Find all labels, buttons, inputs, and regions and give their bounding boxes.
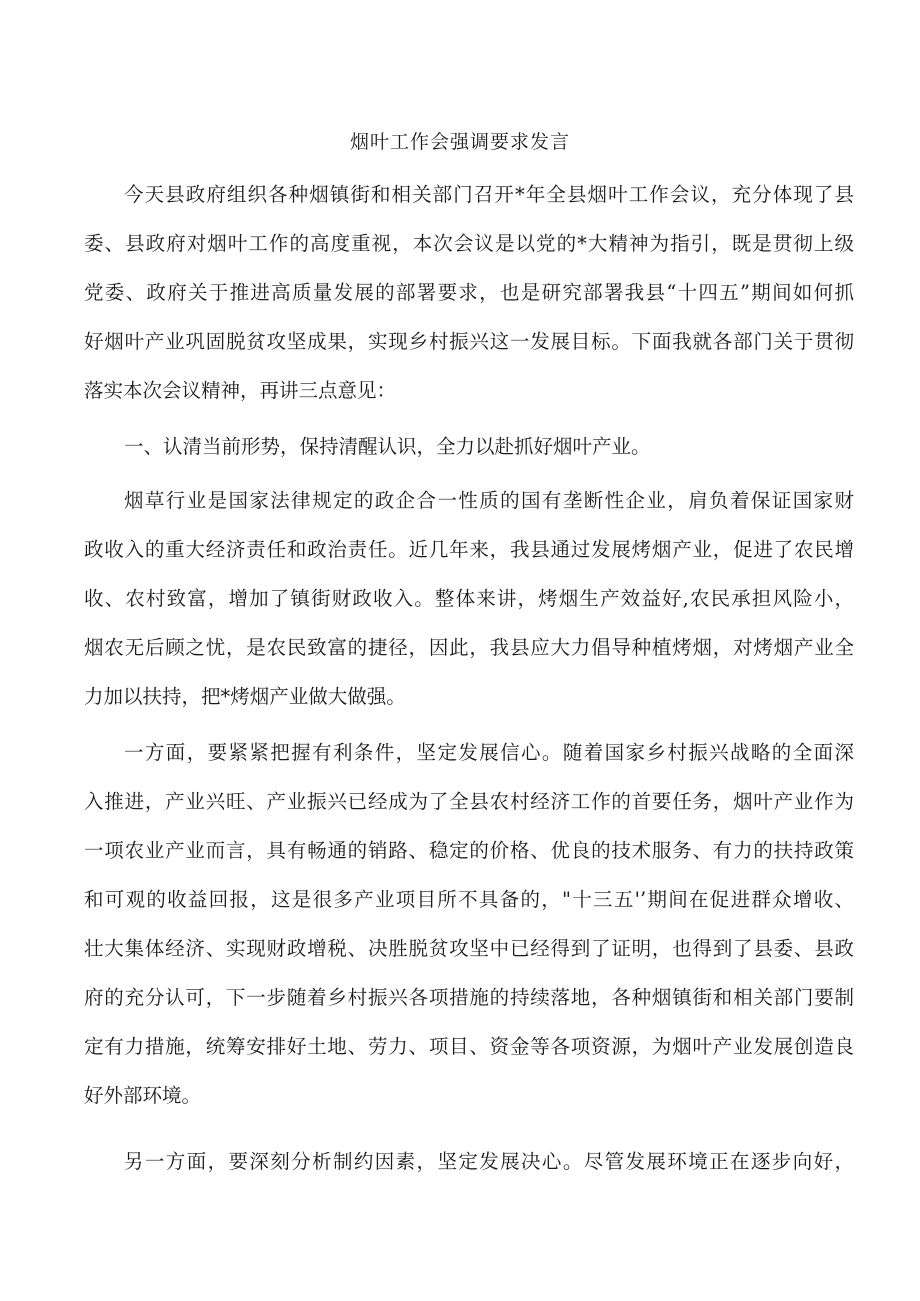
paragraph-4-line-3: 一项农业产业而言，具有畅通的销路、稳定的价格、优良的技术服务、有力的扶持政策 bbox=[84, 839, 854, 862]
paragraph-4-line-5: 壮大集体经济、实现财政增税、决胜脱贫攻坚中已经得到了证明，也得到了县委、县政 bbox=[84, 937, 854, 960]
paragraph-4-line-4: 和可观的收益回报，这是很多产业项目所不具备的，"十三五'’期间在促进群众增收、 bbox=[84, 888, 854, 911]
paragraph-4-line-7: 定有力措施，统筹安排好土地、劳力、项目、资金等各项资源，为烟叶产业发展创造良 bbox=[84, 1035, 854, 1058]
document-title: 烟叶工作会强调要求发言 bbox=[349, 131, 570, 153]
paragraph-1-line-1: 今天县政府组织各种烟镇街和相关部门召开*年全县烟叶工作会议，充分体现了县 bbox=[124, 183, 854, 206]
paragraph-4-line-1: 一方面，要紧紧把握有利条件，坚定发展信心。随着国家乡村振兴战略的全面深 bbox=[124, 741, 854, 764]
paragraph-1-line-5: 落实本次会议精神，再讲三点意见： bbox=[84, 379, 397, 402]
paragraph-4-line-2: 入推进，产业兴旺、产业振兴已经成为了全县农村经济工作的首要任务，烟叶产业作为 bbox=[84, 790, 854, 813]
paragraph-3-line-1: 烟草行业是国家法律规定的政企合一性质的国有垄断性企业，肩负着保证国家财 bbox=[124, 489, 854, 512]
section-heading-1: 一、认清当前形势，保持清醒认识，全力以赴抓好烟叶产业。 bbox=[124, 435, 651, 458]
paragraph-1-line-3: 党委、政府关于推进高质量发展的部署要求，也是研究部署我县“十四五”期间如何抓 bbox=[84, 281, 854, 304]
paragraph-1-line-2: 委、县政府对烟叶工作的高度重视，本次会议是以党的*大精神为指引，既是贯彻上级 bbox=[84, 232, 854, 255]
paragraph-1-line-4: 好烟叶产业巩固脱贫攻坚成果，实现乡村振兴这一发展目标。下面我就各部门关于贯彻 bbox=[84, 330, 854, 353]
paragraph-3-line-5: 力加以扶持，把*烤烟产业做大做强。 bbox=[84, 685, 406, 708]
paragraph-5-line-1: 另一方面，要深刻分析制约因素，坚定发展决心。尽管发展环境正在逐步向好， bbox=[124, 1150, 854, 1173]
paragraph-3-line-3: 收、农村致富，增加了镇街财政收入。整体来讲，烤烟生产效益好,农民承担风险小， bbox=[84, 587, 854, 610]
paragraph-4-line-8: 好外部环境。 bbox=[84, 1084, 202, 1107]
paragraph-3-line-2: 政收入的重大经济责任和政治责任。近几年来，我县通过发展烤烟产业，促进了农民增 bbox=[84, 538, 854, 561]
paragraph-3-line-4: 烟农无后顾之忧，是农民致富的捷径，因此，我县应大力倡导种植烤烟，对烤烟产业全 bbox=[84, 636, 854, 659]
paragraph-4-line-6: 府的充分认可，下一步随着乡村振兴各项措施的持续落地，各种烟镇街和相关部门要制 bbox=[84, 986, 854, 1009]
